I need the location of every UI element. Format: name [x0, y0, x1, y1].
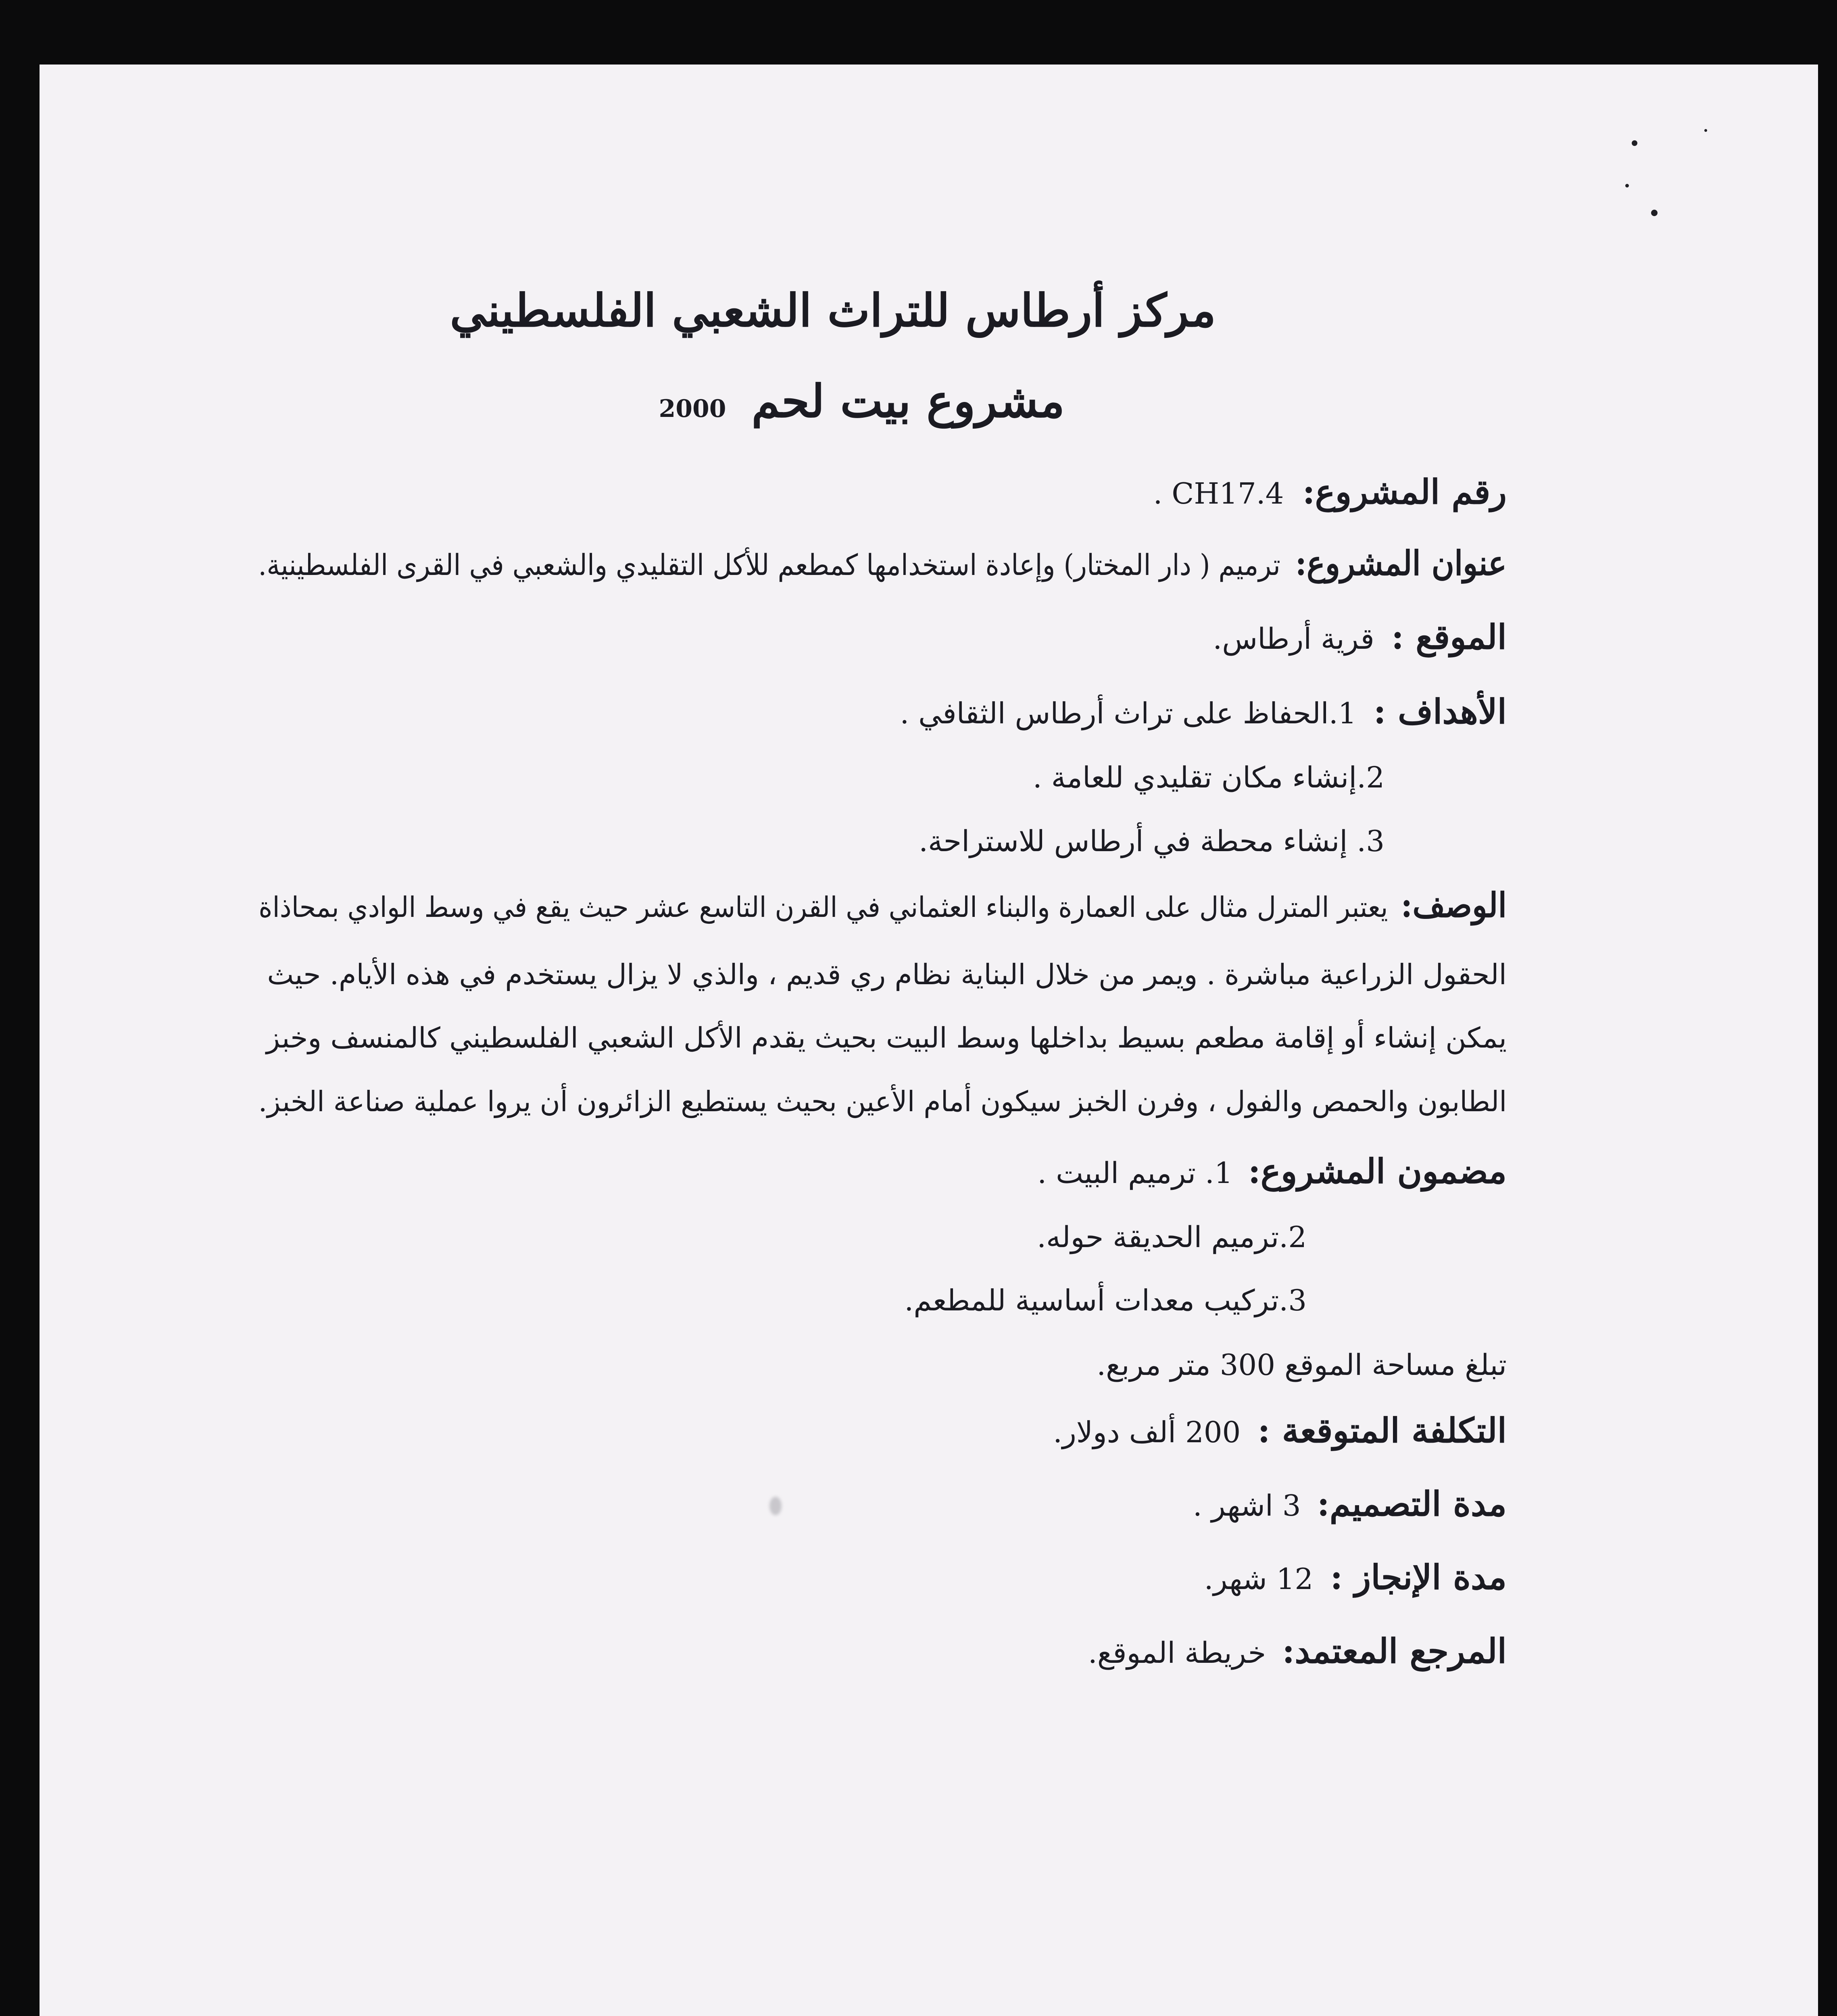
paper-smudge	[769, 1497, 782, 1515]
paper-speck	[1625, 184, 1629, 187]
description-row	[259, 885, 1507, 926]
expected-cost-row	[1053, 1410, 1507, 1451]
objective-item: 2.إنشاء مكان تقليدي للعامة .	[1032, 760, 1385, 794]
content-label: مضمون المشروع:	[1248, 1151, 1507, 1191]
completion-duration-label: مدة الإنجاز :	[1330, 1557, 1507, 1597]
project-title-value: ترميم ( دار المختار) وإعادة استخدامها كمطعم للأكل التقليدي والشعبي في القرى الفلسطينية.	[258, 548, 1281, 582]
project-number-label: رقم المشروع:	[1302, 472, 1507, 512]
reference-label: المرجع المعتمد:	[1282, 1631, 1507, 1671]
location-value: قرية أرطاس.	[1213, 622, 1374, 656]
paper-speck	[1651, 210, 1658, 216]
design-duration-label: مدة التصميم:	[1317, 1484, 1507, 1524]
content-item: 3.تركيب معدات أساسية للمطعم.	[904, 1283, 1307, 1317]
description-line: الطابون والحمص والفول ، وفرن الخبز سيكون أمام الأعين بحيث يستطيع الزائرون أن يروا عملية صناعة الخبز.	[258, 1085, 1507, 1118]
design-duration-value: 3 اشهر .	[1193, 1489, 1301, 1522]
expected-cost-label: التكلفة المتوقعة :	[1257, 1410, 1507, 1450]
objectives-row	[900, 691, 1507, 732]
subtitle-text: مشروع بيت لحم	[751, 375, 1065, 428]
paper-speck	[1632, 140, 1637, 146]
objective-item: 3. إنشاء محطة في أرطاس للاستراحة.	[919, 824, 1385, 858]
completion-duration-row	[1204, 1557, 1507, 1598]
description-label: الوصف:	[1401, 885, 1507, 925]
document-title: مركز أرطاس للتراث الشعبي الفلسطيني	[450, 284, 1216, 337]
content-item: 2.ترميم الحديقة حوله.	[1037, 1220, 1307, 1254]
location-row	[1213, 617, 1507, 658]
reference-row	[1088, 1631, 1507, 1672]
project-title-row	[258, 543, 1507, 584]
objectives-label: الأهداف :	[1373, 691, 1507, 731]
paper-speck	[1704, 129, 1707, 132]
description-line: الحقول الزراعية مباشرة . ويمر من خلال البناية نظام ري قديم ، والذي لا يزال يستخدم في هذه الأيام. حيث	[267, 958, 1507, 991]
design-duration-row	[1193, 1484, 1507, 1524]
area-note: تبلغ مساحة الموقع 300 متر مربع.	[1097, 1348, 1507, 1382]
project-number-row	[1153, 472, 1507, 512]
objective-item: 1.الحفاظ على تراث أرطاس الثقافي .	[900, 696, 1357, 730]
location-label: الموقع :	[1391, 617, 1507, 657]
subtitle-year: 2000	[659, 395, 726, 423]
document-subtitle	[659, 375, 1065, 428]
description-line: يعتبر المترل مثال على العمارة والبناء العثماني في القرن التاسع عشر حيث يقع في وسط الوادي بمحاذاة	[259, 891, 1388, 924]
project-title-label: عنوان المشروع:	[1295, 543, 1507, 583]
reference-value: خريطة الموقع.	[1088, 1636, 1266, 1670]
description-line: يمكن إنشاء أو إقامة مطعم بسيط بداخلها وسط البيت بحيث يقدم الأكل الشعبي الفلسطيني كالمنسف وخبز	[266, 1021, 1507, 1054]
content-row	[1037, 1151, 1507, 1192]
project-number-value: CH17.4 .	[1153, 477, 1284, 510]
content-item: 1. ترميم البيت .	[1037, 1156, 1233, 1190]
expected-cost-value: 200 ألف دولار.	[1053, 1415, 1241, 1449]
completion-duration-value: 12 شهر.	[1204, 1562, 1314, 1596]
